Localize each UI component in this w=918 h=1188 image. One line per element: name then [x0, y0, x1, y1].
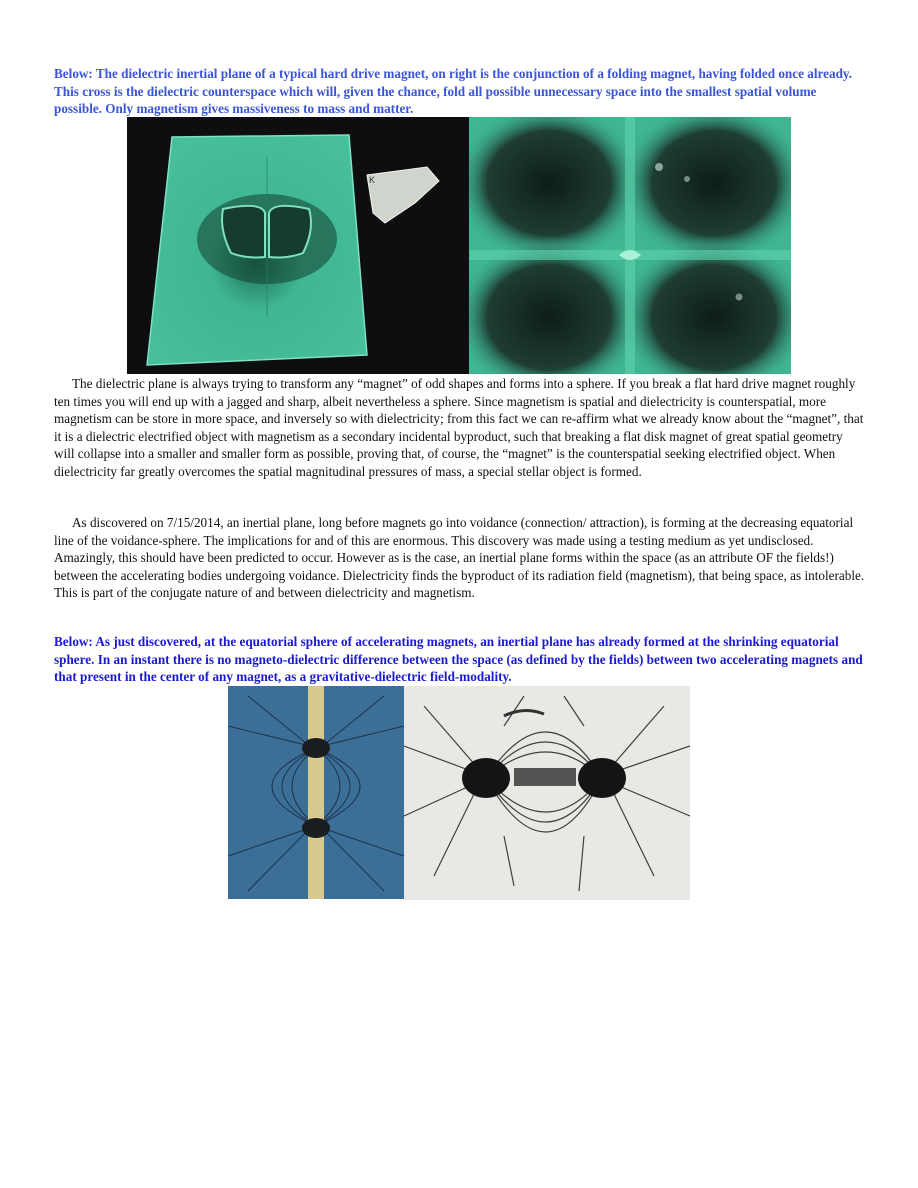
- figure-caption-2: Below: As just discovered, at the equatorial sphere of accelerating magnets, an inertial plane has already formed at the shrinking equatorial sphere. In an instant there is no magneto-dielectric difference between the space (as defined by the fields) between two accelerating magnets and that present in the center of any magnet, as a gravitative-dielectric field-modality.: [54, 634, 863, 684]
- folding-magnet-cross-photo: [469, 117, 791, 374]
- bar-magnet-filings-photo: [228, 686, 404, 899]
- two-pole-filings-photo: [404, 686, 690, 900]
- photo-label-k: K: [369, 175, 376, 185]
- body-paragraph-1: The dielectric plane is always trying to transform any “magnet” of odd shapes and forms into a sphere. If you break a flat hard drive magnet roughly ten times you will end up with a jagged and sharp, albeit nevertheless a sphere. Since magnetism is spatial and dielectricity is counterspatial, more magnetism can be store in more space, and inversely so with dielectricity; from this fact we can re-affirm what we already know about the “magnet”, that it is a dielectric electrified object with magnetism as a secondary incidental byproduct, such that breaking a flat disk magnet of great spatial geometry will collapse into a smaller and smaller form as possible, proving that, of course, the “magnet” is the counterspatial seeking electrified object. When dielectricity far greatly overcomes the spatial magnitudinal pressures of mass, a special stellar object is formed.: [54, 376, 864, 479]
- figure-caption-1: Below: The dielectric inertial plane of a typical hard drive magnet, on right is the conjunction of a folding magnet, having folded once already. This cross is the dielectric counterspace which will, given the chance, fold all possible unnecessary space into the smallest spatial volume possible. Only magnetism gives massiveness to mass and matter.: [54, 66, 853, 116]
- magnetic-viewer-photo: [127, 117, 469, 374]
- body-paragraph-2: As discovered on 7/15/2014, an inertial plane, long before magnets go into voidance (connection/ attraction), is forming at the decreasing equatorial line of the voidance-sphere. The implications for and of this are enormous. This discovery was made using a testing medium as yet undisclosed. Amazingly, this should have been predicted to occur. However as is the case, an inertial plane forms within the space (as an attribute OF the fields!) between the accelerating bodies undergoing voidance. Dielectricity finds the byproduct of its radiation field (magnetism), that being space, as intolerable. This is part of the conjugate nature of and between dielectricity and magnetism.: [54, 515, 865, 600]
